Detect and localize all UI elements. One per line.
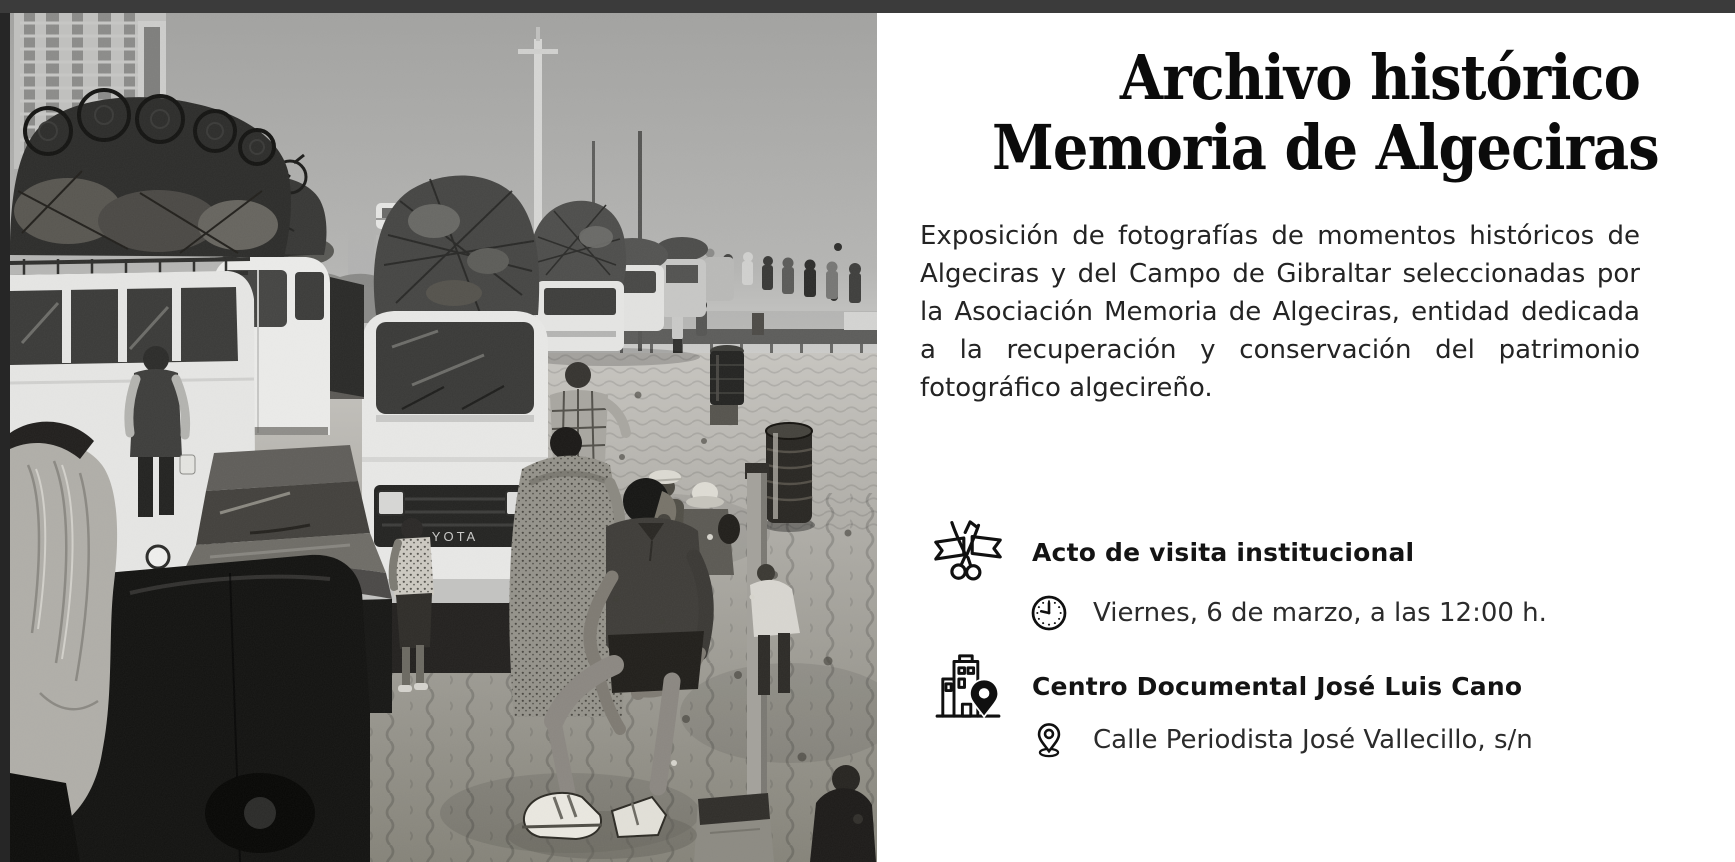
title-line-1: Archivo histórico: [1119, 41, 1640, 114]
ribbon-cutting-icon: [933, 515, 1003, 589]
event-details: [920, 515, 1640, 759]
top-bar: [0, 0, 1735, 13]
building-location-icon: [933, 649, 1003, 723]
detail-event: [920, 515, 1640, 589]
info-panel: [877, 13, 1735, 862]
detail-datetime-value: Viernes, 6 de marzo, a las 12:00 h.: [1093, 598, 1547, 628]
event-description: Exposición de fotografías de momentos históricos de Algeciras y del Campo de Gibraltar seleccionadas por la Asociación Memoria de Algeciras, entidad dedicada a la recuperación y conservación del patrimonio fotográfico algecireño.: [920, 221, 1640, 403]
detail-venue: [920, 649, 1640, 723]
title-line-2: Memoria de Algeciras: [992, 111, 1659, 184]
page-title: [920, 13, 1659, 184]
detail-venue-label: Centro Documental José Luis Cano: [1032, 671, 1523, 701]
svg-text:YOTA: YOTA: [431, 529, 479, 544]
detail-event-label: Acto de visita institucional: [1032, 537, 1415, 567]
detail-address-value: Calle Periodista José Vallecillo, s/n: [1093, 725, 1533, 755]
detail-datetime: [1030, 594, 1640, 632]
detail-address: [1030, 721, 1640, 759]
event-photo: [10, 13, 877, 862]
map-pin-icon: [1030, 721, 1068, 759]
clock-icon: [1030, 594, 1068, 632]
photo-illustration: [10, 13, 877, 862]
left-edge-strip: [0, 13, 10, 862]
